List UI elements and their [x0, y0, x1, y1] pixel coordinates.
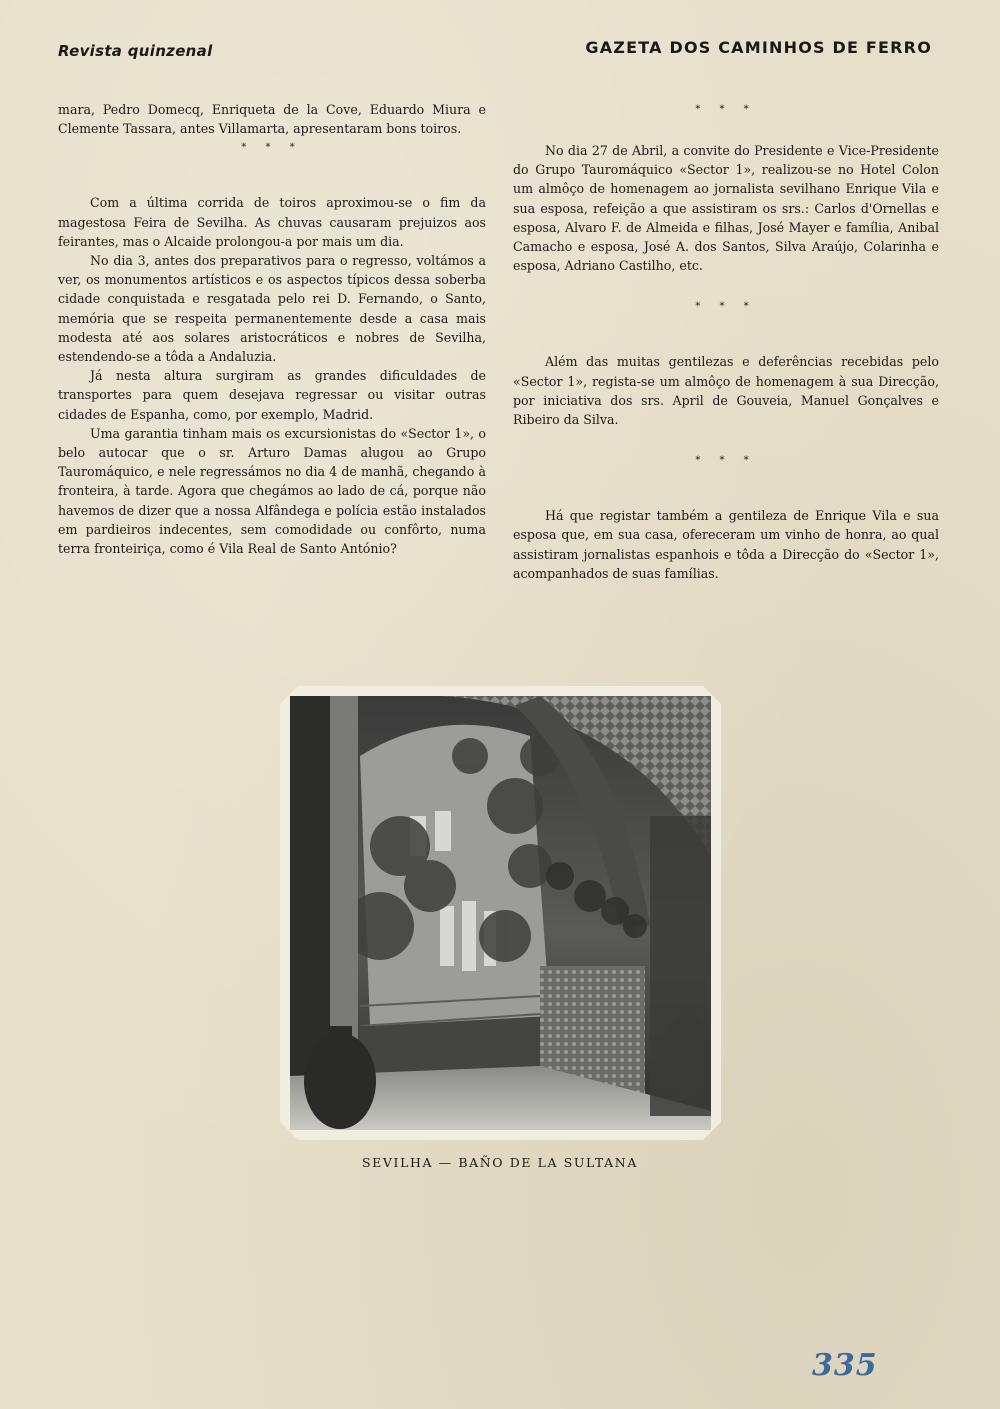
paragraph: No dia 27 de Abril, a convite do Presidente e Vice-Presidente do Grupo Tauromáquico «Sector 1», realizou-se no Hotel Colon um almôço de homenagem ao jornalista sevilhano Enrique Vila e sua esposa, refeição a que assistiram os srs.: Carlos d'Ornellas e esposa, Alvaro F. de Almeida e filhas, José Mayer e família, Anibal Camacho e esposa, José A. dos Santos, Silva Araújo, Colarinha e esposa, Adriano Castilho, etc. — [513, 143, 939, 274]
paragraph: Já nesta altura surgiram as grandes dificuldades de transportes para quem desejava regressar ou visitar outras cidades de Espanha, como, por exemplo, Madrid. — [58, 368, 486, 422]
section-separator: * * * — [695, 104, 757, 115]
paragraph: Uma garantia tinham mais os excursionistas do «Sector 1», o belo autocar que o sr. Arturo Damas alugou ao Grupo Tauromáquico, e nele regressámos no dia 4 de manhã, chegando à fronteira, à tarde. Agora que chegámos ao lado de cá, porque não havemos de dizer que a nossa Alfândega e polícia estão instalados em pardieiros indecentes, sem comodidade ou confôrto, numa terra fronteiriça, como é Vila Real de Santo António? — [58, 425, 486, 557]
left-column — [58, 100, 486, 558]
paragraph: Além das muitas gentilezas e deferências recebidas pelo «Sector 1», regista-se um almôço de homenagem à sua Direcção, por iniciativa dos srs. April de Gouveia, Manuel Gonçalves e Ribeiro da Silva. — [513, 354, 939, 428]
section-separator: * * * — [241, 142, 303, 154]
paragraph: Há que registar também a gentileza de Enrique Vila e sua esposa que, em sua casa, ofereceram um vinho de honra, ao qual assistiram jornalistas espanhois e tôda a Direcção do «Sector 1», acompanhados de suas famílias. — [513, 508, 939, 581]
photo-caption: SEVILHA — BAÑO DE LA SULTANA — [362, 1155, 638, 1170]
paragraph: mara, Pedro Domecq, Enriqueta de la Cove, Eduardo Miura e Clemente Tassara, antes Villamarta, apresentaram bons toiros. — [58, 102, 486, 137]
paragraph: No dia 3, antes dos preparativos para o regresso, voltámos a ver, os monumentos artísticos e os aspectos típicos dessa soberba cidade conquistada e resgatada pelo rei D. Fernando, o Santo, memória que se respeita permanentemente desde a casa mais modesta até aos solares aristocráticos e nobres de Sevilha, estendendo-se a tôda a Andaluzia. — [58, 253, 486, 365]
section-separator: * * * — [695, 301, 757, 313]
page-number: 335 — [812, 1348, 878, 1383]
right-column — [513, 100, 939, 583]
section-separator: * * * — [695, 455, 757, 467]
header-magazine-title: GAZETA DOS CAMINHOS DE FERRO — [585, 38, 932, 57]
header-publication-frequency: Revista quinzenal — [58, 42, 213, 60]
paragraph: Com a última corrida de toiros aproximou-se o fim da magestosa Feira de Sevilha. As chuvas causaram prejuizos aos feirantes, mas o Alcaide prolongou-a por mais um dia. — [58, 195, 486, 249]
sevilla-bano-de-la-sultana-photo — [290, 696, 711, 1130]
